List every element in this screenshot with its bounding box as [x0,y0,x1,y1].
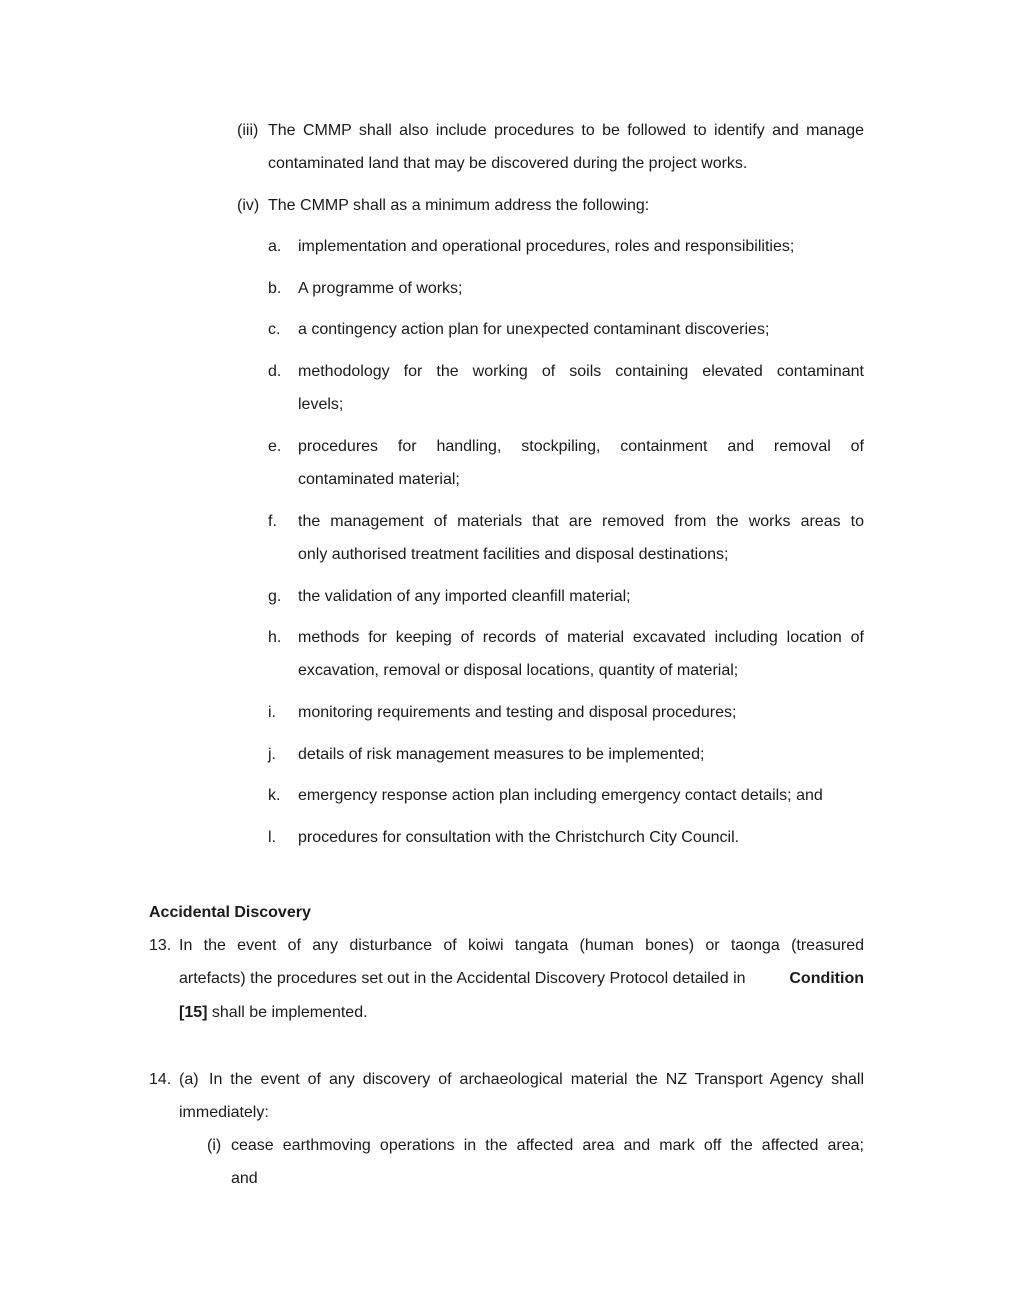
list-item-marker: a. [268,238,282,255]
list-item-text: A programme of works; [298,280,463,297]
section-heading: Accidental Discovery [149,904,311,921]
clause-iv-marker: (iv) [237,197,260,214]
list-item-text: the validation of any imported cleanfill material; [298,588,631,605]
condition-13-line-3-text: shall be implemented. [207,1004,368,1021]
condition-14-line-1: In the event of any discovery of archaeological material the NZ Transport Agency shall [209,1071,864,1088]
list-item-marker: f. [268,513,277,530]
condition-14-i-line-1: cease earthmoving operations in the affected area and mark off the affected area; [231,1137,864,1154]
clause-iii-line-2: contaminated land that may be discovered during the project works. [268,155,748,172]
list-item-marker: h. [268,629,282,646]
condition-14-number: 14. [149,1071,172,1088]
list-item-marker: l. [268,829,276,846]
list-item-text: monitoring requirements and testing and disposal procedures; [298,704,737,721]
list-item-text: methodology for the working of soils containing elevated contaminant [298,363,864,380]
list-item-marker: b. [268,280,282,297]
list-item-marker: i. [268,704,276,721]
list-item-text: methods for keeping of records of material excavated including location of [298,629,864,646]
condition-13-line-1: In the event of any disturbance of koiwi tangata (human bones) or taonga (treasured [179,937,864,954]
clause-iii-line-1: The CMMP shall also include procedures to be followed to identify and manage [268,122,864,139]
condition-13-number: 13. [149,937,172,954]
list-item-text: a contingency action plan for unexpected contaminant discoveries; [298,321,770,338]
list-item-marker: j. [268,746,276,763]
list-item-marker: k. [268,787,281,804]
condition-14-i-line-2: and [231,1170,258,1187]
list-item-text-continued: only authorised treatment facilities and disposal destinations; [298,546,729,563]
list-item-text: procedures for consultation with the Christchurch City Council. [298,829,740,846]
condition-14-line-2: immediately: [179,1104,269,1121]
list-item-marker: e. [268,438,282,455]
clause-iii-marker: (iii) [237,122,259,139]
list-item-text: details of risk management measures to be implemented; [298,746,705,763]
list-item-text-continued: contaminated material; [298,471,460,488]
list-item-text-continued: levels; [298,396,344,413]
clause-iv-text: The CMMP shall as a minimum address the following: [268,197,650,214]
list-item-text: the management of materials that are removed from the works areas to [298,513,864,530]
condition-14-i-marker: (i) [207,1137,222,1154]
list-item-text-continued: excavation, removal or disposal locations, quantity of material; [298,662,739,679]
list-item-marker: d. [268,363,282,380]
condition-13-line-3 [179,1003,368,1023]
condition-13-line-2-text: artefacts) the procedures set out in the Accidental Discovery Protocol detailed in [179,970,750,987]
condition-reference: Condition [789,970,864,987]
list-item-text: emergency response action plan including emergency contact details; and [298,787,823,804]
list-item-marker: c. [268,321,281,338]
condition-13-line-2 [179,969,864,989]
list-item-marker: g. [268,588,282,605]
condition-14-sub-marker: (a) [179,1071,199,1088]
list-item-text: procedures for handling, stockpiling, containment and removal of [298,438,864,455]
list-item-text: implementation and operational procedures, roles and responsibilities; [298,238,795,255]
condition-reference-number: [15] [179,1004,208,1021]
